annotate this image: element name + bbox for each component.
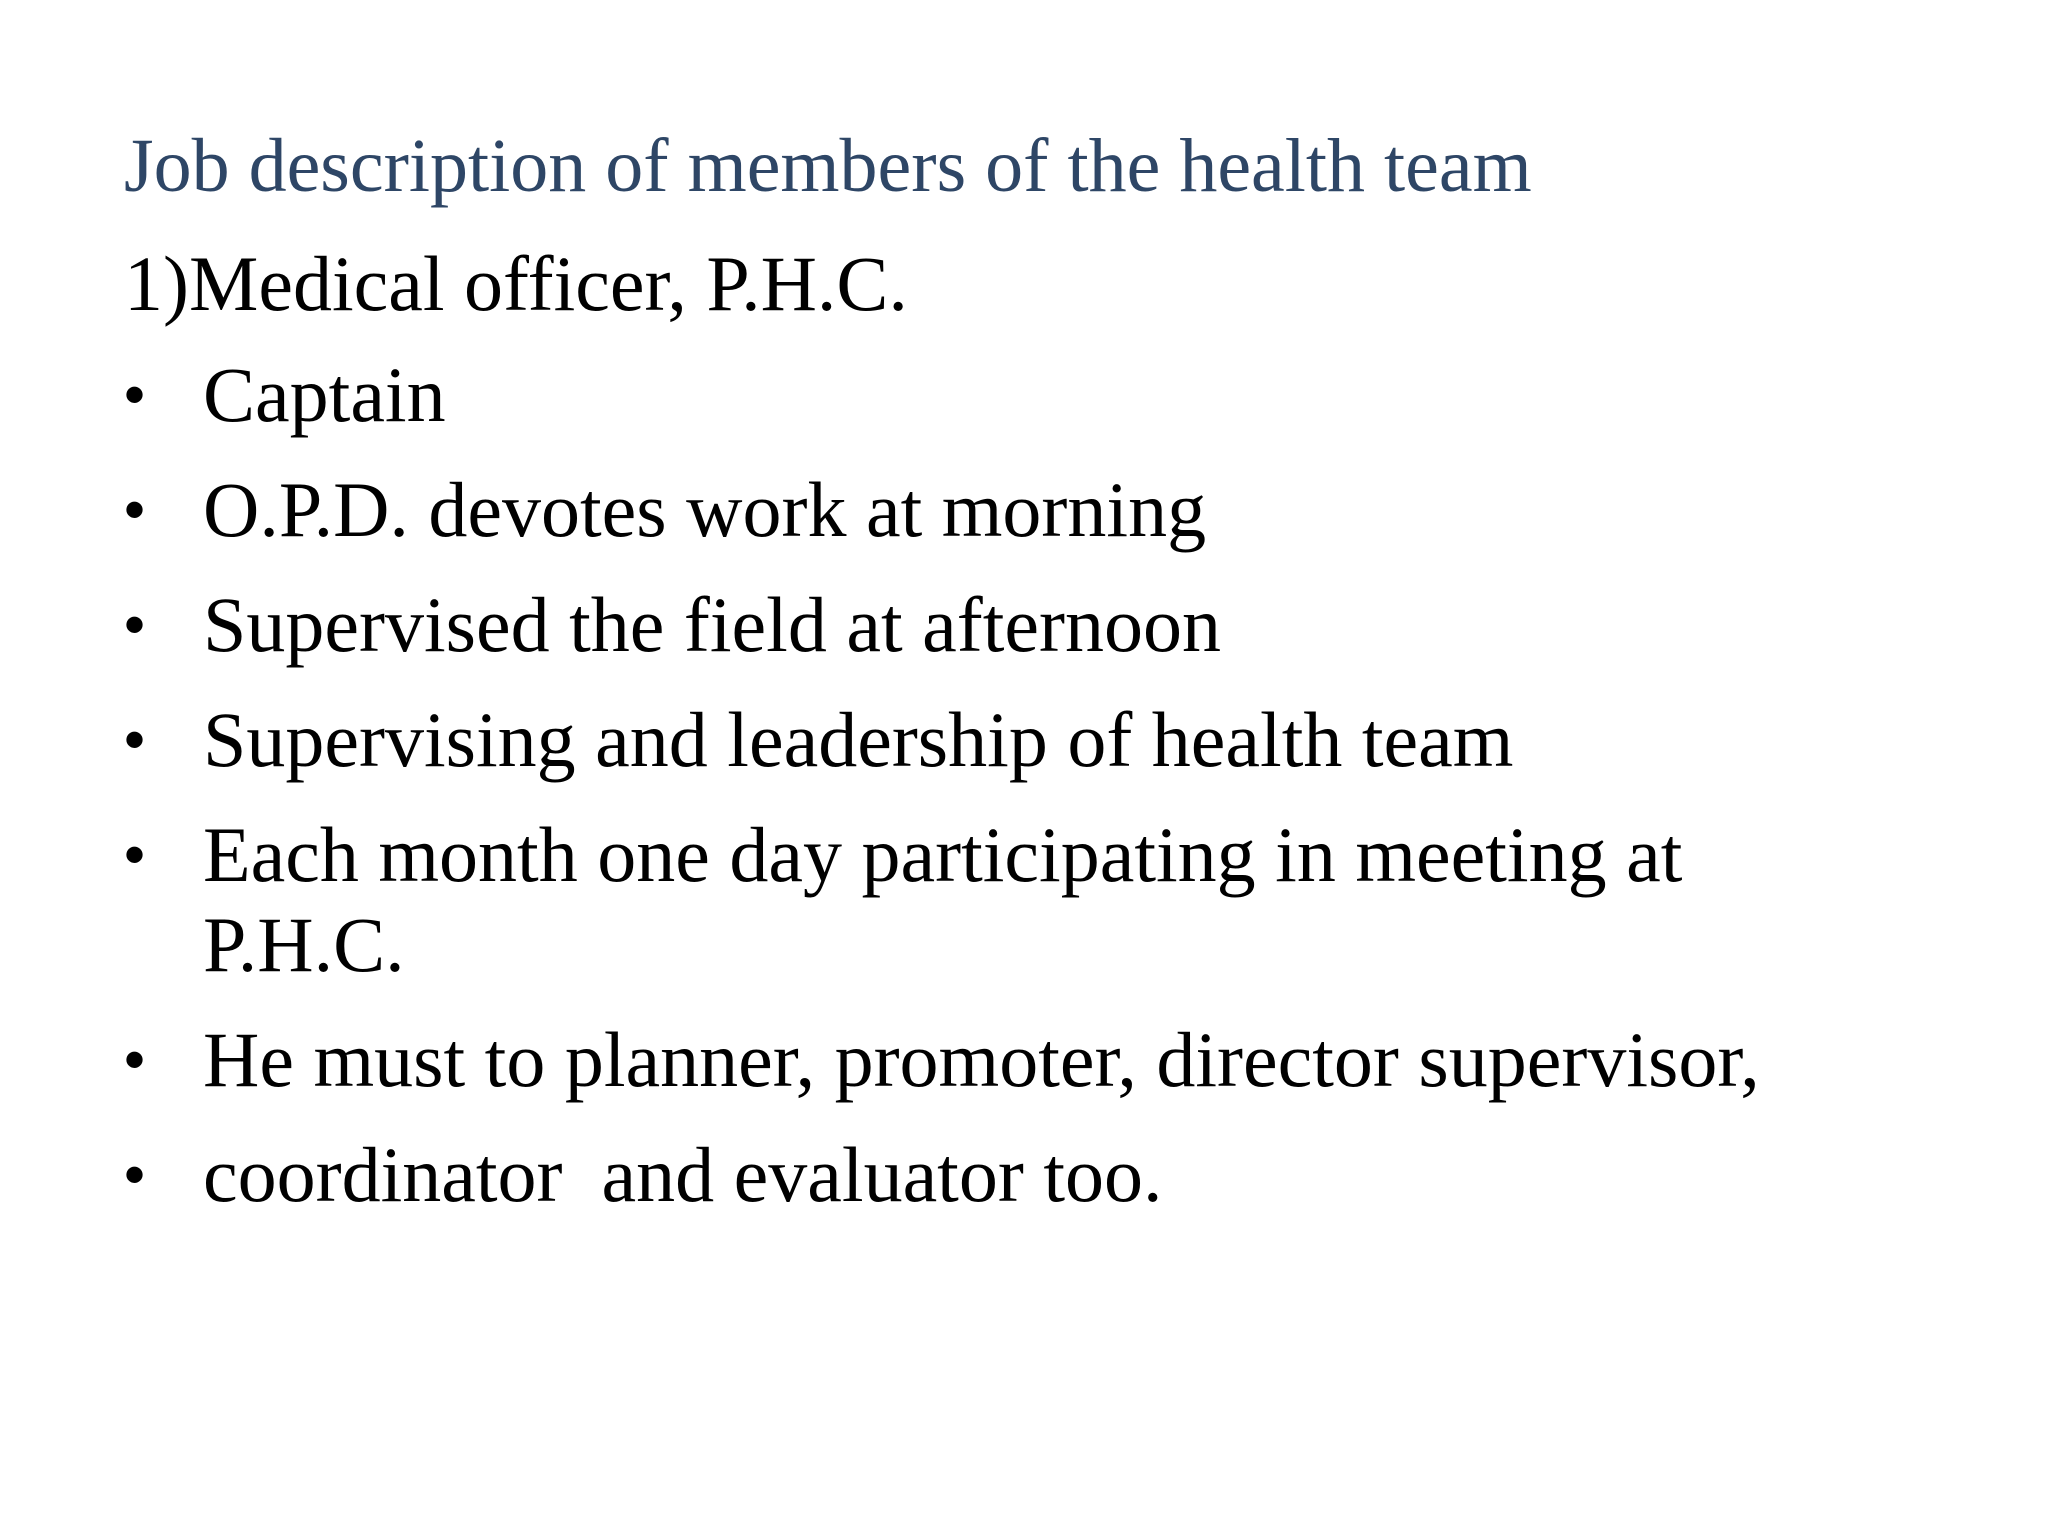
bullet-text: Captain [203, 351, 446, 438]
bullet-text: coordinator and evaluator too. [203, 1131, 1163, 1218]
slide-subheading: 1)Medical officer, P.H.C. [124, 240, 908, 327]
bullet-text: Supervising and leadership of health team [203, 696, 1514, 783]
bullet-text: Each month one day participating in meeting at P.H.C. [203, 811, 1702, 988]
list-item [124, 1015, 1964, 1105]
bullet-icon: • [124, 361, 146, 428]
bullet-icon: • [124, 476, 146, 543]
bullet-icon: • [124, 591, 146, 658]
bullet-icon: • [124, 1026, 146, 1093]
bullet-icon: • [124, 1141, 146, 1208]
list-item [124, 810, 1964, 990]
list-item [124, 580, 1964, 670]
bullet-text: Supervised the field at afternoon [203, 581, 1221, 668]
bullet-icon: • [124, 706, 146, 773]
list-item [124, 695, 1964, 785]
bullet-icon: • [124, 821, 146, 888]
list-item [124, 350, 1964, 440]
list-item [124, 1130, 1964, 1220]
bullet-list [124, 350, 1964, 1245]
slide-title: Job description of members of the health team [124, 124, 1532, 208]
list-item [124, 465, 1964, 555]
bullet-text: He must to planner, promoter, director supervisor, [203, 1016, 1760, 1103]
bullet-text: O.P.D. devotes work at morning [203, 466, 1207, 553]
